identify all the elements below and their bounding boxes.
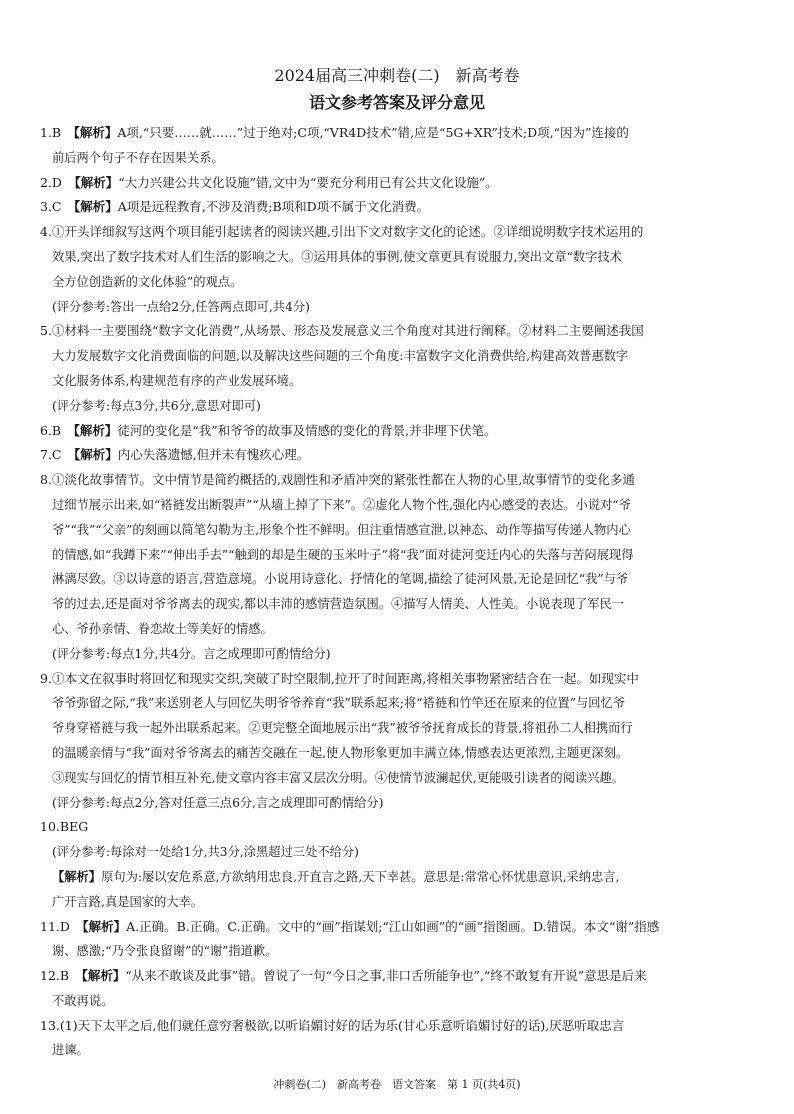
answer-text: ①本文在叙事时将回忆和现实交织,突破了时空限制,拉开了时间距离,将相关事物紧密结合在一起。如现实中 [51, 670, 639, 686]
answer-line [40, 865, 752, 890]
analysis-tag: 【解析】 [73, 125, 118, 140]
answer-text: ①材料一主要围绕“数字文化消费”,从场景、形态及发展意义三个角度对其进行阐释。②材料二主要阐述我国 [51, 323, 644, 339]
answer-item [40, 121, 752, 171]
answer-text: 原句为:屡以安危系意,方欲纳用忠良,开直言之路,天下幸甚。意思是:常常心怀忧患意识,采纳忠言, [101, 869, 620, 884]
analysis-tag: 【解析】 [74, 199, 118, 215]
answer-text: 过细节展示出来,如“褡裢发出断裂声”“从墙上掉了下来”。②虚化人物个性,强化内心感受的表达。小说对“爷 [52, 497, 631, 512]
page-subtitle: 语文参考答案及评分意见 [308, 93, 485, 112]
answer-text: ①淡化故事情节。文中情节是简约概括的,戏剧性和矛盾冲突的紧张性都在人物的心里,故事情节的变化多通 [51, 472, 635, 488]
answer-text: “从来不敢谈及此事”错。曾说了一句“今日之事,非口舌所能争也”,“终不敢复有开说”意思是后来 [125, 968, 647, 984]
answer-item [40, 1014, 752, 1064]
question-number: 9. [40, 670, 52, 686]
answer-item [40, 319, 752, 418]
question-number: 5. [40, 323, 52, 339]
answer-line [40, 493, 752, 518]
answer-text: 爷”“我”“父亲”的刻画以简笔勾勒为主,形象个性不鲜明。但注重情感宣泄,以神态、动作等描写传递人物内心 [52, 522, 631, 537]
answer-line [40, 989, 752, 1014]
question-number: 6.B [40, 422, 74, 438]
answer-item [40, 815, 752, 914]
question-number: 10.BEG [40, 819, 89, 835]
answer-line [40, 295, 752, 320]
answer-line [40, 146, 752, 171]
answer-text: 的情感,如“我蹲下来”“伸出手去”“触到的却是生硬的玉米叶子”将“我”面对徒河变迁内心的失落与苦闷展现得 [52, 547, 634, 562]
answer-text: (评分参考:每涂对一处给1分,共3分,涂黑超过三处不给分) [52, 845, 359, 860]
answer-item [40, 915, 752, 965]
answer-item [40, 667, 752, 816]
answer-text: 心、爷孙亲情、眷恋故土等美好的情感。 [52, 621, 273, 636]
answer-text: 不敢再说。 [52, 993, 114, 1008]
answer-text: 爷爷弥留之际,“我”来送别老人与回忆失明爷爷养育“我”联系起来;将“褡裢和竹竿还在原来的位置”与回忆爷 [52, 696, 626, 711]
question-number: 1.B [40, 125, 74, 140]
answer-line [40, 667, 752, 692]
analysis-tag: 【解析】 [81, 968, 126, 984]
answer-text: (评分参考:每点2分,答对任意三点6分,言之成理即可酌情给分) [52, 795, 384, 810]
answer-text: 全方位创造新的文化体验”的观点。 [52, 274, 243, 289]
answer-item [40, 964, 752, 1014]
answer-item [40, 195, 752, 220]
answer-text: A项,“只要……就……”过于绝对;C项,“VR4D技术”错,应是“5G+XR”技术;D项,“因为”连接的 [117, 125, 629, 140]
answer-text: A.正确。B.正确。C.正确。文中的“画”指谋划;“江山如画”的“画”指图画。D.错误。本文“谢”指感 [126, 918, 660, 934]
answer-text: 谢、感激;“乃令张良留谢”的“谢”指道歉。 [52, 944, 278, 959]
answer-text: 进谏。 [52, 1043, 89, 1058]
question-number: 7.C [40, 447, 74, 463]
answer-text: 大力发展数字文化消费面临的问题,以及解决这些问题的三个角度:丰富数字文化消费供给,构建高效普惠数字 [52, 349, 629, 364]
answer-line [40, 766, 752, 791]
question-number: 4. [40, 224, 52, 240]
answer-line [40, 1038, 752, 1063]
answer-line [40, 543, 752, 568]
question-number: 12.B [40, 968, 82, 984]
answer-line [40, 741, 752, 766]
answer-line [40, 468, 752, 493]
question-number: 2.D [40, 174, 75, 190]
answer-line [40, 716, 752, 741]
answer-line [40, 592, 752, 617]
answer-text: 前后两个句子不存在因果关系。 [52, 150, 224, 165]
answer-text: 爷身穿褡裢与我一起外出联系起来。②更完整全面地展示出“我”被爷爷抚育成长的背景,将祖孙二人相携而行 [52, 721, 633, 736]
answer-line [40, 939, 752, 964]
answer-line [40, 245, 752, 270]
answer-line [40, 964, 752, 989]
answer-text: 内心失落遗憾,但并未有愧疚心理。 [117, 447, 310, 463]
answer-item [40, 220, 752, 319]
answer-line [40, 443, 752, 468]
answer-text: (1)天下太平之后,他们就任意穷奢极欲,以听谄媚讨好的话为乐(甘心乐意听谄媚讨好的话),厌恶听取忠言 [59, 1017, 625, 1033]
answer-item [40, 419, 752, 444]
answer-line [40, 915, 752, 940]
answer-line [40, 394, 752, 419]
answer-text: ①开头详细叙写这两个项目能引起读者的阅读兴趣,引出下文对数字文化的论述。②详细说明数字技术运用的 [51, 224, 644, 240]
answer-item [40, 171, 752, 196]
answer-text: (评分参考:每点1分,共4分。言之成理即可酌情给分) [52, 646, 331, 661]
page-footer: 冲刺卷(二) 新高考卷 语文答案 第 1 页(共4页) [273, 1078, 521, 1091]
answer-line [40, 840, 752, 865]
analysis-tag: 【解析】 [73, 422, 118, 438]
question-number: 3.C [40, 199, 74, 215]
question-number: 8. [40, 472, 52, 488]
answer-text: 效果,突出了数字技术对人们生活的影响之大。③运用具体的事例,使文章更具有说服力,突出文章“数字技术 [52, 249, 622, 264]
analysis-tag: 【解析】 [74, 174, 119, 190]
answer-line [40, 220, 752, 245]
answer-text: (评分参考:答出一点给2分,任答两点即可,共4分) [52, 299, 310, 314]
answer-line [40, 419, 752, 444]
answer-line [40, 518, 752, 543]
answer-line [40, 691, 752, 716]
answer-line [40, 617, 752, 642]
answer-line [40, 815, 752, 840]
answer-line [40, 1014, 752, 1039]
answer-line [40, 344, 752, 369]
answer-text: A项是远程教育,不涉及消费;B项和D项不属于文化消费。 [117, 199, 430, 215]
answer-text: 徒河的变化是“我”和爷爷的故事及情感的变化的背景,并非埋下伏笔。 [117, 422, 497, 438]
answer-line [40, 369, 752, 394]
answer-line [40, 195, 752, 220]
question-number: 13. [40, 1017, 60, 1033]
answer-line [40, 270, 752, 295]
answer-item [40, 443, 752, 468]
answer-text: 的温暖亲情与“我”面对爷爷离去的痛苦交融在一起,使人物形象更加丰满立体,情感表达更浓烈,主题更深刻。 [52, 745, 629, 760]
analysis-tag: 【解析】 [52, 869, 102, 884]
answer-line [40, 171, 752, 196]
answer-text: “大力兴建公共文化设施”错,文中为“要充分利用已有公共文化设施”。 [118, 174, 498, 190]
answer-line [40, 642, 752, 667]
answer-text: 文化服务体系,构建规范有序的产业发展环境。 [52, 373, 302, 388]
question-number: 11.D [40, 918, 83, 934]
answer-line [40, 121, 752, 146]
answer-line [40, 791, 752, 816]
answer-line [40, 890, 752, 915]
answer-line [40, 567, 752, 592]
answer-item [40, 468, 752, 666]
answer-text: 广开言路,真是国家的大幸。 [52, 894, 204, 909]
analysis-tag: 【解析】 [74, 447, 118, 463]
answer-list [40, 121, 752, 1063]
answer-text: 爷的过去,还是面对爷爷离去的现实,都以丰沛的感情营造氛围。④描写人情美、人性美。小说表现了军民一 [52, 597, 625, 612]
answer-text: ③现实与回忆的情节相互补充,使文章内容丰富又层次分明。④使情节波澜起伏,更能吸引读者的阅读兴趣。 [52, 770, 625, 785]
answer-line [40, 319, 752, 344]
page-title: 2024届高三冲刺卷(二) 新高考卷 [274, 66, 520, 85]
analysis-tag: 【解析】 [82, 918, 127, 934]
answer-text: (评分参考:每点3分,共6分,意思对即可) [52, 398, 261, 413]
answer-text: 淋漓尽致。③以诗意的语言,营造意境。小说用诗意化、抒情化的笔调,描绘了徒河风景,无论是回忆“我”与爷 [52, 572, 629, 587]
